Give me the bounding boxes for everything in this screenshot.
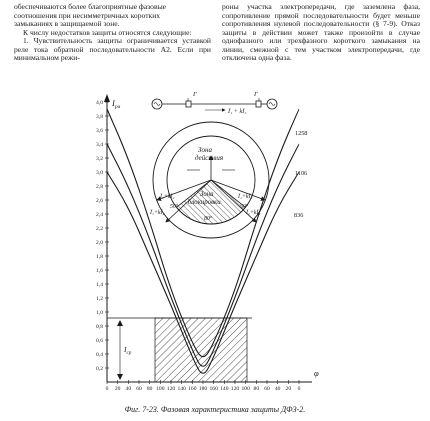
x-tick-label: 100 xyxy=(156,386,165,392)
left-line-1: обеспечиваются более благоприятные фазовые xyxy=(14,2,167,11)
right-vector-label-top: Ī₁+kĪ₂ xyxy=(238,194,253,200)
x-axis-symbol: φ xyxy=(314,368,319,378)
right-vector-angle: 50° xyxy=(240,204,249,210)
x-tick-label: 100 xyxy=(241,386,250,392)
current-label: Ī₁ + kĪ₂ xyxy=(228,108,247,115)
left-source-wave xyxy=(154,103,160,106)
pickup-subscript: ср xyxy=(126,350,132,356)
right-breaker xyxy=(256,101,261,107)
left-line-3: замыканиях в защищаемой зоне. xyxy=(14,19,120,29)
left-text-column xyxy=(14,3,211,63)
line-diagram xyxy=(152,91,277,115)
right-vector-label-bottom: Ī₁+kĪ₂ xyxy=(246,210,261,216)
zone-block-label-2: блокировки xyxy=(188,199,221,206)
curve-label-1106: 1106 xyxy=(295,170,308,177)
y-tick-label: 2,0 xyxy=(96,240,103,246)
x-tick-label: 160 xyxy=(209,386,218,392)
y-tick-label: 0,8 xyxy=(96,324,103,330)
x-tick-label: 60 xyxy=(264,386,270,392)
left-paragraph-2: К числу недостатков защиты относятся следующие: xyxy=(23,27,192,37)
substation-right-label: Г xyxy=(254,91,258,98)
y-tick-label: 1,2 xyxy=(96,296,103,302)
right-source-wave xyxy=(269,103,275,106)
pickup-arrow-up xyxy=(117,320,123,326)
y-tick-label: 3,4 xyxy=(96,142,103,148)
y-axis-subscript: ра xyxy=(114,104,121,110)
x-tick-label: 0 xyxy=(297,386,301,392)
y-tick-label: 2,2 xyxy=(96,226,103,232)
y-tick-label: 0,2 xyxy=(96,366,103,372)
left-paragraph-3: 1. Чувствительность защиты ограничивается уставкой реле тока обратной последовательности А2. Если при минимальном режи- xyxy=(14,36,211,63)
pickup-label xyxy=(123,345,132,356)
left-breaker xyxy=(186,101,191,107)
y-tick-label: 2,4 xyxy=(96,212,103,218)
curve-label-1258: 1258 xyxy=(295,130,308,137)
left-vector-label-top: Ī₁+kĪ₂ xyxy=(160,194,175,200)
left-vector-angle: 50° xyxy=(170,204,179,210)
x-tick-label: 140 xyxy=(177,386,186,392)
y-tick-label: 3,0 xyxy=(96,170,103,176)
x-tick-label: 80 xyxy=(146,386,153,392)
x-tick-label: 180 xyxy=(198,386,208,392)
y-tick-label: 3,6 xyxy=(96,128,103,134)
x-tick-label: 20 xyxy=(285,386,292,392)
y-tick-label: 1,0 xyxy=(96,310,103,316)
x-tick-label: 60 xyxy=(136,386,142,392)
x-tick-label: 40 xyxy=(125,386,132,392)
center-angle-label: 80° xyxy=(204,216,213,222)
x-tick-label: 120 xyxy=(166,386,176,392)
left-line-2: соотношения при несимметричных коротких xyxy=(14,10,161,20)
curve-label-836: 836 xyxy=(294,212,304,219)
y-tick-label: 1,4 xyxy=(96,282,103,288)
substation-left-label: Г xyxy=(193,91,197,98)
phase-characteristic-figure xyxy=(0,82,430,404)
y-tick-label: 2,6 xyxy=(96,198,103,204)
zone-operate-label-2: действия xyxy=(195,154,224,162)
y-tick-label: 4,0 xyxy=(96,100,103,106)
y-tick-label: 1,8 xyxy=(96,254,103,260)
pickup-arrow-down xyxy=(117,374,123,380)
y-axis-arrow xyxy=(104,94,110,102)
y-tick-label: 2,8 xyxy=(96,184,103,190)
y-tick-label: 3,8 xyxy=(96,114,103,120)
x-tick-label: 140 xyxy=(220,386,229,392)
right-text-column xyxy=(222,3,420,63)
pickup-symbol: I xyxy=(124,345,127,354)
y-tick-label: 0,6 xyxy=(96,338,103,344)
x-tick-label: 40 xyxy=(274,386,281,392)
right-paragraph-1: роны участка электропередачи, где заземлена фаза, сопротивление прямой последовательности будет меньше сопротивления нулевой последовательности (§ 7-9). Отказ защиты в действии может также произойти в случае однофазного или трехфазного короткого замыкания на линии, смежной с тем участком электропередачи, где отключена одна фаза. xyxy=(222,2,420,63)
zone-operate-label-1: Зона xyxy=(198,146,212,154)
figure-caption: Фиг. 7-23. Фазовая характеристика защиты ДФЗ-2. xyxy=(124,405,306,414)
zone-block-label-1: Зона xyxy=(200,191,214,198)
x-tick-label: 20 xyxy=(114,386,121,392)
y-axis-label xyxy=(111,98,121,110)
x-tick-label: 120 xyxy=(230,386,240,392)
x-tick-label: 0 xyxy=(105,386,109,392)
x-tick-label: 160 xyxy=(188,386,197,392)
polar-diagram xyxy=(149,122,269,238)
x-tick-label: 80 xyxy=(253,386,260,392)
y-tick-label: 0,4 xyxy=(96,352,103,358)
y-tick-label: 1,6 xyxy=(96,268,103,274)
left-vector-label-bottom: Ī₁+kĪ₂ xyxy=(150,210,165,216)
y-axis-symbol: I xyxy=(112,98,115,108)
y-tick-label: 3,2 xyxy=(96,156,103,162)
